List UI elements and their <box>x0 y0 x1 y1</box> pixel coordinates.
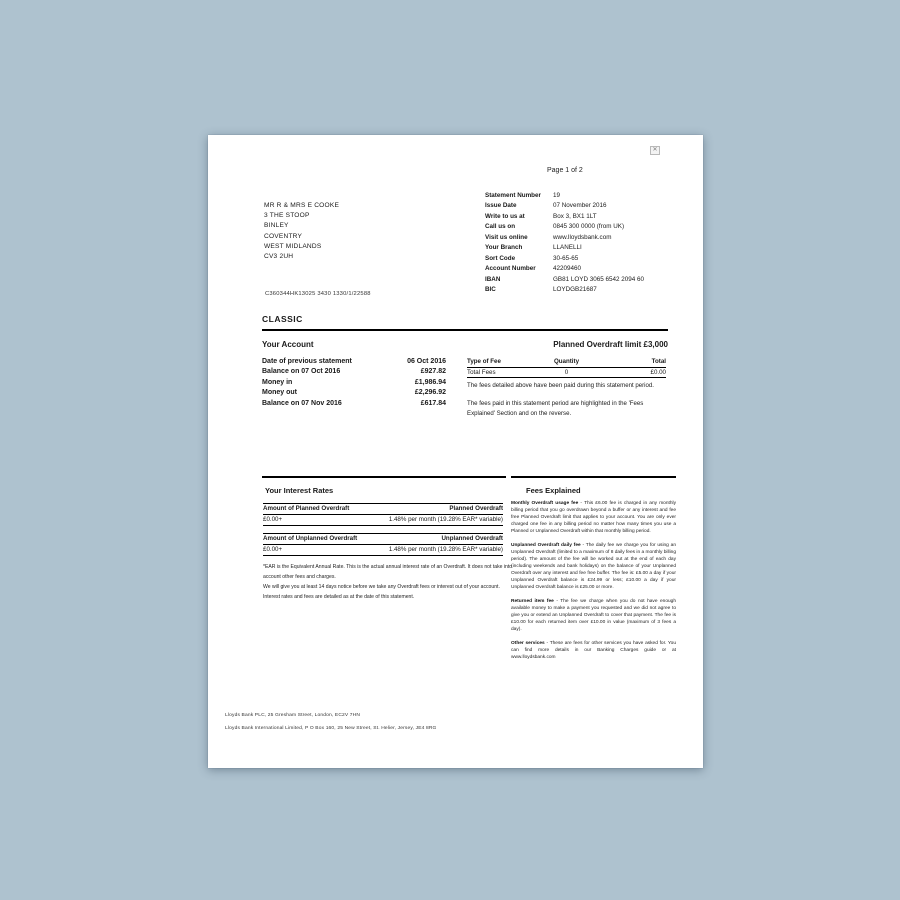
account-summary-row <box>262 367 446 377</box>
info-label: Call us on <box>485 223 516 231</box>
fee-term: Unplanned Overdraft daily fee <box>511 543 581 548</box>
fee-header-quantity: Quantity <box>553 358 580 365</box>
fee-description: - The fee we charge when you do not have enough available money to make a payment you requested and we did not agree to give you or extend an Unplanned Overdraft to cover that payment. The fee is £10.00 for each returned item over £10.00 in value (maximum of 3 fees a day). <box>511 599 676 632</box>
interest-rates-footnotes <box>263 563 515 603</box>
interest-rates-tables <box>263 503 513 603</box>
info-value: LLANELLI <box>553 244 582 252</box>
fees-explained-paragraph <box>511 598 676 633</box>
recipient-line: CV3 2UH <box>264 253 294 261</box>
interest-table-header <box>263 504 503 515</box>
fee-row-quantity: 0 <box>564 368 569 376</box>
account-row-value: £2,296.92 <box>414 389 446 397</box>
info-value-bic: LOYDGB21687 <box>553 286 597 294</box>
fee-table-header <box>467 357 666 368</box>
recipient-line: MR R & MRS E COOKE <box>264 202 340 209</box>
fee-note-paid: The fees detailed above have been paid during this statement period. <box>467 381 655 389</box>
interest-table-row <box>263 545 503 556</box>
info-value: 07 November 2016 <box>553 202 607 210</box>
broken-image-glyph: ✕ <box>652 147 658 153</box>
interest-amount: £0.00+ <box>263 516 283 524</box>
account-summary-row <box>262 357 446 367</box>
fee-term: Monthly Overdraft usage fee <box>511 501 579 506</box>
recipient-line: 3 THE STOOP <box>264 212 310 220</box>
info-value-account-number: 42209460 <box>553 265 582 273</box>
interest-section-divider <box>262 476 506 478</box>
recipient-line: WEST MIDLANDS <box>264 242 322 250</box>
fees-explained-paragraph <box>511 500 676 535</box>
fees-explained-paragraph <box>511 542 676 591</box>
main-divider <box>262 329 668 331</box>
info-label: Write to us at <box>485 212 525 220</box>
info-value: 19 <box>553 192 561 199</box>
interest-header-right: Unplanned Overdraft <box>441 535 503 543</box>
info-label: Visit us online <box>485 233 528 241</box>
statement-page <box>208 135 703 768</box>
fees-explained-body <box>511 500 676 668</box>
account-row-label: Balance on 07 Nov 2016 <box>262 399 342 407</box>
account-row-label: Balance on 07 Oct 2016 <box>262 368 341 376</box>
broken-image-icon <box>650 146 660 155</box>
interest-header-right: Planned Overdraft <box>449 505 503 513</box>
interest-header-left: Amount of Planned Overdraft <box>263 505 350 513</box>
footer-international-line: Lloyds Bank International Limited, P O Box 160, 25 New Street, St. Helier, Jersey, JE4 8RG <box>225 726 437 731</box>
account-header-row <box>262 340 668 349</box>
account-row-label: Money in <box>262 378 293 386</box>
info-value-sort-code: 30-65-65 <box>553 254 579 262</box>
interest-table-header <box>263 534 503 545</box>
page-indicator: Page 1 of 2 <box>547 167 583 174</box>
interest-table-row <box>263 515 503 526</box>
account-summary-table <box>262 357 446 409</box>
fee-table-row <box>467 368 666 379</box>
account-row-label: Date of previous statement <box>262 358 352 365</box>
ear-footnote: *EAR is the Equivalent Annual Rate. This is the actual annual interest rate of an Overdraft. It does not take into account other fees and charges. <box>263 563 513 580</box>
interest-rate: 1.48% per month (19.28% EAR* variable) <box>388 546 503 554</box>
recipient-address <box>264 201 339 262</box>
account-row-value: £927.82 <box>420 368 446 376</box>
statement-info-table <box>485 191 644 296</box>
info-label: Account Number <box>485 265 536 273</box>
your-account-title: Your Account <box>262 340 314 349</box>
account-row-value: 06 Oct 2016 <box>407 358 446 365</box>
fee-term: Other services <box>511 641 545 646</box>
account-row-value: £617.84 <box>420 399 446 407</box>
account-summary-row <box>262 388 446 398</box>
fee-row-total: £0.00 <box>650 368 666 376</box>
fee-description: - The daily fee we charge you for using an Unplanned Overdraft (limited to a maximum of 8 daily fees in a monthly billing period). The amount of the fee will be worked out at the end of each day (including weekends and bank holidays) on the balance of your Unplanned Overdraft over any interest and fee free buffer. The fee is: £5.00 a day if your Unplanned Overdraft balance is £24.99 or less; £10.00 a day if your Unplanned Overdraft balance is £25.00 or more. <box>511 543 676 590</box>
info-value-iban: GB81 LOYD 3065 6542 2094 60 <box>553 275 645 283</box>
recipient-line: COVENTRY <box>264 232 303 240</box>
info-label: IBAN <box>485 275 501 283</box>
unplanned-overdraft-table <box>263 533 503 556</box>
info-value: Box 3, BX1 1LT <box>553 212 597 220</box>
account-row-label: Money out <box>262 389 297 397</box>
interest-rate: 1.48% per month (19.28% EAR* variable) <box>388 516 503 524</box>
fee-header-type: Type of Fee <box>467 358 501 365</box>
reference-code: C360344HK13025 3430 1330/1/22588 <box>265 291 371 297</box>
fee-note-highlighted: The fees paid in this statement period are highlighted in the 'Fees Explained' Section and on the reverse. <box>467 400 644 417</box>
interest-header-left: Amount of Unplanned Overdraft <box>263 535 358 543</box>
info-label: Sort Code <box>485 254 516 262</box>
interest-amount: £0.00+ <box>263 546 283 554</box>
info-label: Your Branch <box>485 244 523 252</box>
notice-footnote: We will give you at least 14 days notice before we take any Overdraft fees or interest out of your account. Interest rates and fees are detailed as at the date of this statement. <box>263 583 500 600</box>
account-row-value: £1,986.94 <box>414 378 446 386</box>
fee-description: - This £6.00 fee is charged in any monthly billing period that you go overdrawn beyond a buffer or any interest and fee free Planned Overdraft limit that applies to your account. You are only ever charged one fee in any billing period no matter how many times you use a Planned or Unplanned Overdraft within that monthly billing period. <box>511 501 676 534</box>
fees-section-divider <box>511 476 676 478</box>
footer-company-line: Lloyds Bank PLC, 25 Gresham Street, London, EC2V 7HN <box>225 713 361 718</box>
fee-description: - These are fees for other services you have asked for. You can find more details in our Banking Charges guide or at www.lloydsbank.com <box>511 641 676 660</box>
planned-overdraft-table <box>263 503 503 526</box>
fees-explained-paragraph <box>511 640 676 661</box>
interest-rates-title: Your Interest Rates <box>265 486 334 495</box>
info-label: BIC <box>485 286 496 294</box>
info-label: Statement Number <box>485 192 541 199</box>
planned-overdraft-limit: Planned Overdraft limit £3,000 <box>553 340 668 349</box>
fees-explained-title: Fees Explained <box>526 486 581 495</box>
recipient-line: BINLEY <box>264 222 289 230</box>
fee-term: Returned item fee <box>511 599 554 604</box>
product-name: CLASSIC <box>262 314 303 324</box>
account-summary-row <box>262 378 446 388</box>
info-label: Issue Date <box>485 202 517 210</box>
fee-header-total: Total <box>651 358 666 365</box>
info-value: 0845 300 0000 (from UK) <box>553 223 625 231</box>
account-summary-row <box>262 399 446 409</box>
fee-row-type: Total Fees <box>467 368 496 376</box>
info-value-website: www.lloydsbank.com <box>553 233 612 241</box>
fee-summary-panel <box>467 357 666 418</box>
